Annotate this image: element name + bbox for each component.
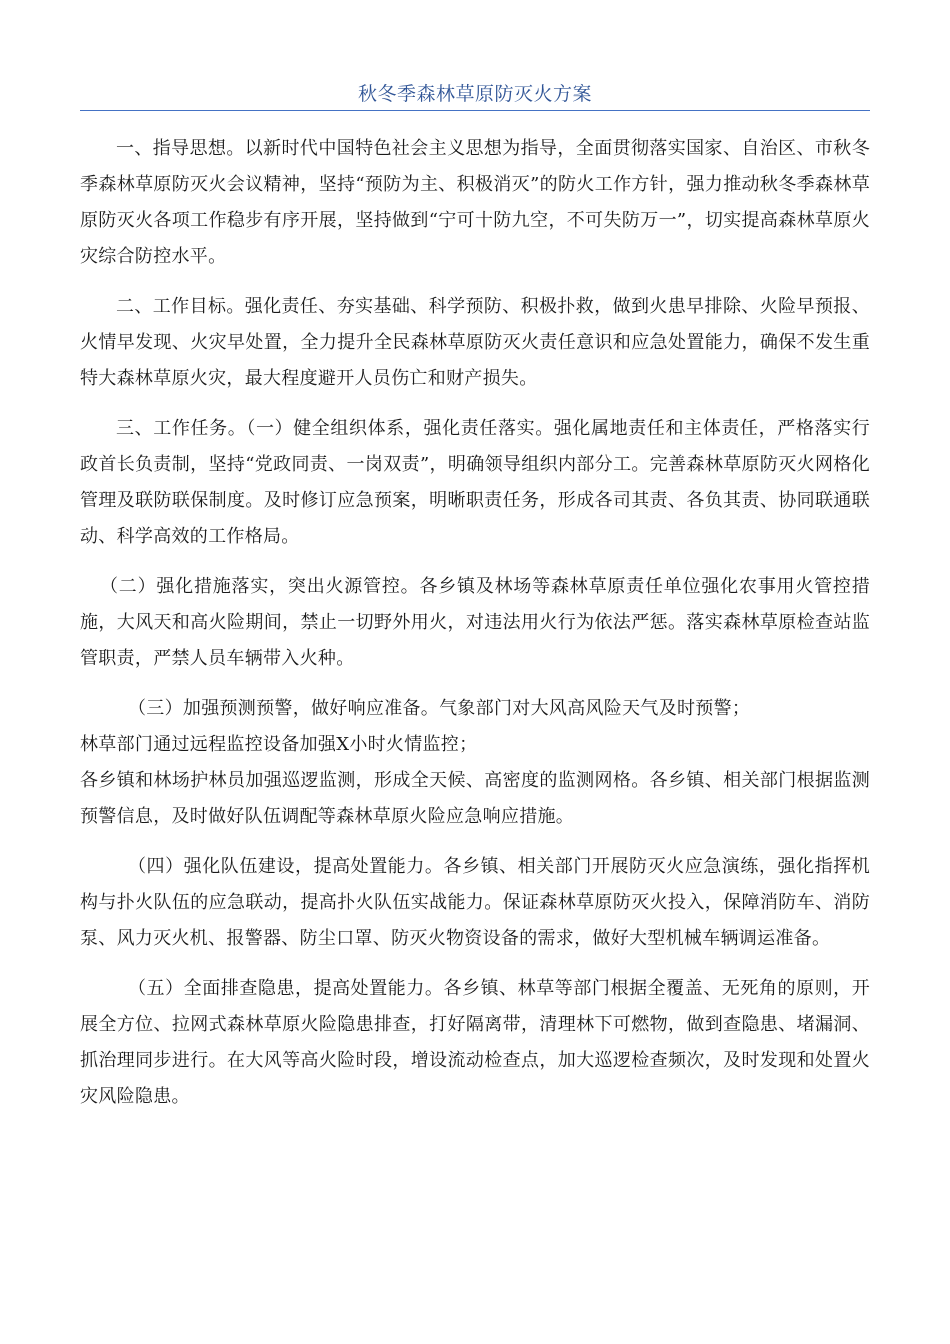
paragraph-task-4: （四）强化队伍建设，提高处置能力。各乡镇、相关部门开展防灭火应急演练，强化指挥机构与扑火队伍的应急联动，提高扑火队伍实战能力。保证森林草原防灭火投入，保障消防车、消防泵、风力灭火机、报警器、防尘口罩、防灭火物资设备的需求，做好大型机械车辆调运准备。 [80,856,870,949]
document-page [80,80,870,1129]
paragraph-task-3: （三）加强预测预警，做好响应准备。气象部门对大风高风险天气及时预警； [128,698,751,719]
paragraph-task-5: （五）全面排查隐患，提高处置能力。各乡镇、林草等部门根据全覆盖、无死角的原则，开展全方位、拉网式森林草原火险隐患排查，打好隔离带，清理林下可燃物，做到查隐患、堵漏洞、抓治理同步进行。在大风等高火险时段，增设流动检查点，加大巡逻检查频次，及时发现和处置火灾风险隐患。 [80,978,870,1107]
paragraph-task-2: （二）强化措施落实，突出火源管控。各乡镇及林场等森林草原责任单位强化农事用火管控措施，大风天和高火险期间，禁止一切野外用火，对违法用火行为依法严惩。落实森林草原检查站监管职责，严禁人员车辆带入火种。 [80,576,870,669]
paragraph-task-3-monitoring: 林草部门通过远程监控设备加强X小时火情监控； [80,734,478,755]
paragraph-work-goals: 二、工作目标。强化责任、夯实基础、科学预防、积极扑救，做到火患早排除、火险早预报、火情早发现、火灾早处置，全力提升全民森林草原防灭火责任意识和应急处置能力，确保不发生重特大森林草原火灾，最大程度避开人员伤亡和财产损失。 [80,296,870,389]
paragraph-guiding-ideology: 一、指导思想。以新时代中国特色社会主义思想为指导，全面贯彻落实国家、自治区、市秋冬季森林草原防灭火会议精神，坚持“预防为主、积极消灭”的防火工作方针，强力推动秋冬季森林草原防灭火各项工作稳步有序开展，坚持做到“宁可十防九空，不可失防万一”，切实提高森林草原火灾综合防控水平。 [80,138,870,267]
paragraph-work-tasks: 三、工作任务。（一）健全组织体系，强化责任落实。强化属地责任和主体责任，严格落实行政首长负责制，坚持“党政同责、一岗双责”，明确领导组织内部分工。完善森林草原防灭火网格化管理及联防联保制度。及时修订应急预案，明晰职责任务，形成各司其责、各负其责、协同联通联动、科学高效的工作格局。 [80,418,870,547]
document-title: 秋冬季森林草原防灭火方案 [80,80,870,111]
paragraph-task-3-patrol: 各乡镇和林场护林员加强巡逻监测，形成全天候、高密度的监测网格。各乡镇、相关部门根据监测预警信息，及时做好队伍调配等森林草原火险应急响应措施。 [80,770,870,827]
